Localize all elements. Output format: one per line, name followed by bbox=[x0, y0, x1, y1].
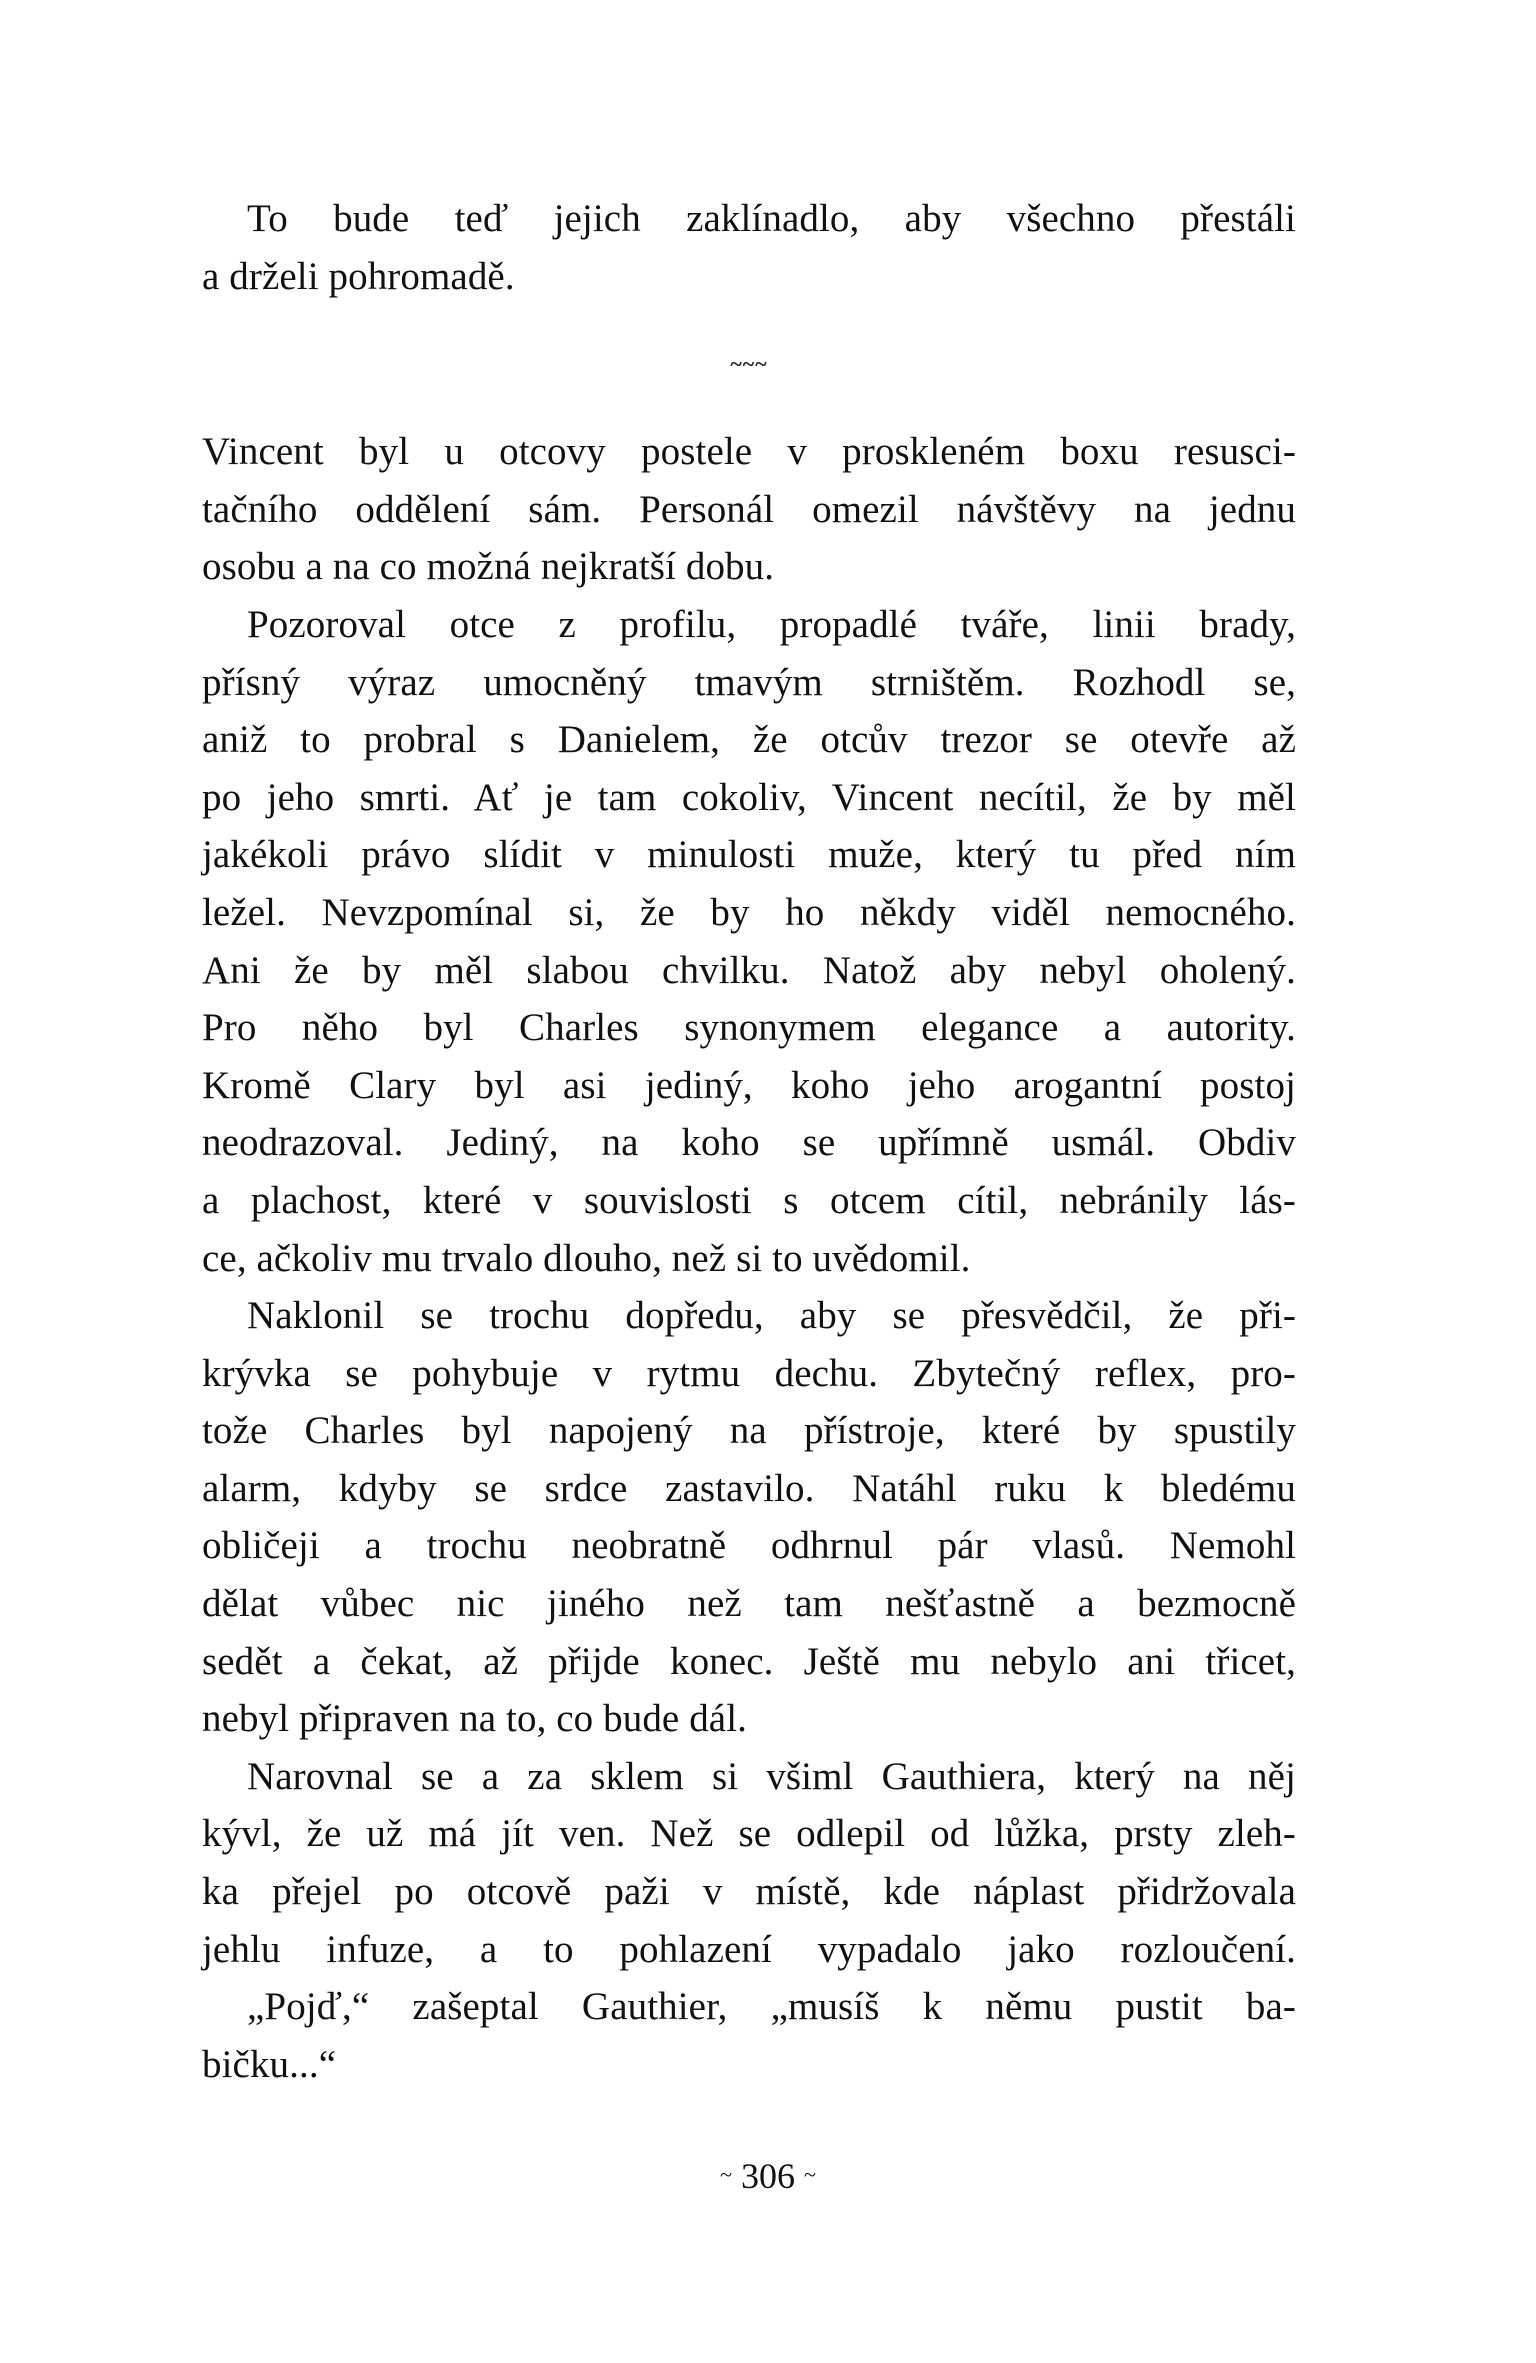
body-text bbox=[202, 190, 1296, 2093]
text-line: a drželi pohromadě. bbox=[202, 254, 515, 298]
text-line: osobu a na co možná nejkratší dobu. bbox=[202, 545, 775, 589]
text-line: tože Charles byl napojený na přístroje, které by spustily bbox=[202, 1409, 1296, 1453]
page-number bbox=[0, 2150, 1536, 2201]
section-break-ornament: ~~~ bbox=[730, 351, 768, 377]
text-line: „Pojď,“ zašeptal Gauthier, „musíš k němu pustit ba- bbox=[247, 1985, 1296, 2029]
text-line: obličeji a trochu neobratně odhrnul pár vlasů. Nemohl bbox=[202, 1524, 1296, 1568]
text-line: dělat vůbec nic jiného než tam nešťastně a bezmocně bbox=[202, 1582, 1296, 1626]
text-line: Ani že by měl slabou chvilku. Natož aby nebyl oholený. bbox=[202, 948, 1296, 992]
paragraph bbox=[202, 1748, 1296, 1978]
text-line: ce, ačkoliv mu trvalo dlouho, než si to uvědomil. bbox=[202, 1236, 971, 1280]
text-line: jakékoli právo slídit v minulosti muže, který tu před ním bbox=[202, 833, 1296, 877]
text-line: neodrazoval. Jediný, na koho se upřímně usmál. Obdiv bbox=[202, 1121, 1296, 1165]
page-number-ornament-right: ~ bbox=[804, 2162, 816, 2187]
page-number-value: 306 bbox=[741, 2156, 795, 2196]
text-line: aniž to probral s Danielem, že otcův trezor se otevře až bbox=[202, 718, 1296, 762]
text-line: po jeho smrti. Ať je tam cokoliv, Vincent necítil, že by měl bbox=[202, 775, 1296, 819]
text-line: Vincent byl u otcovy postele v proskleném boxu resusci- bbox=[202, 430, 1296, 474]
text-line: tačního oddělení sám. Personál omezil návštěvy na jednu bbox=[202, 487, 1296, 531]
text-line: sedět a čekat, až přijde konec. Ještě mu nebylo ani třicet, bbox=[202, 1639, 1296, 1683]
text-line: Kromě Clary byl asi jediný, koho jeho arogantní postoj bbox=[202, 1063, 1296, 1107]
text-line: krývka se pohybuje v rytmu dechu. Zbytečný reflex, pro- bbox=[202, 1351, 1296, 1395]
paragraph bbox=[202, 1978, 1296, 2093]
text-line: a plachost, které v souvislosti s otcem cítil, nebránily lás- bbox=[202, 1178, 1296, 1222]
paragraph bbox=[202, 423, 1296, 596]
text-line: ka přejel po otcově paži v místě, kde náplast přidržovala bbox=[202, 1870, 1296, 1914]
text-line: bičku...“ bbox=[202, 2042, 337, 2086]
text-line: Pro něho byl Charles synonymem elegance a autority. bbox=[202, 1006, 1296, 1050]
text-line: ležel. Nevzpomínal si, že by ho někdy viděl nemocného. bbox=[202, 890, 1296, 934]
text-line: Naklonil se trochu dopředu, aby se přesvědčil, že při- bbox=[247, 1294, 1296, 1338]
text-line: Narovnal se a za sklem si všiml Gauthiera, který na něj bbox=[247, 1754, 1296, 1798]
page-number-ornament-left: ~ bbox=[720, 2162, 732, 2187]
text-line: alarm, kdyby se srdce zastavilo. Natáhl ruku k bledému bbox=[202, 1466, 1296, 1510]
text-line: kývl, že už má jít ven. Než se odlepil od lůžka, prsty zleh- bbox=[202, 1812, 1296, 1856]
paragraph bbox=[202, 190, 1296, 305]
text-line: nebyl připraven na to, co bude dál. bbox=[202, 1697, 747, 1741]
text-line: jehlu infuze, a to pohlazení vypadalo jako rozloučení. bbox=[202, 1927, 1296, 1971]
text-line: Pozoroval otce z profilu, propadlé tváře, linii brady, bbox=[247, 602, 1296, 646]
paragraph bbox=[202, 596, 1296, 1287]
text-line: přísný výraz umocněný tmavým strništěm. Rozhodl se, bbox=[202, 660, 1296, 704]
paragraph bbox=[202, 1287, 1296, 1748]
text-line: To bude teď jejich zaklínadlo, aby všechno přestáli bbox=[247, 197, 1296, 240]
